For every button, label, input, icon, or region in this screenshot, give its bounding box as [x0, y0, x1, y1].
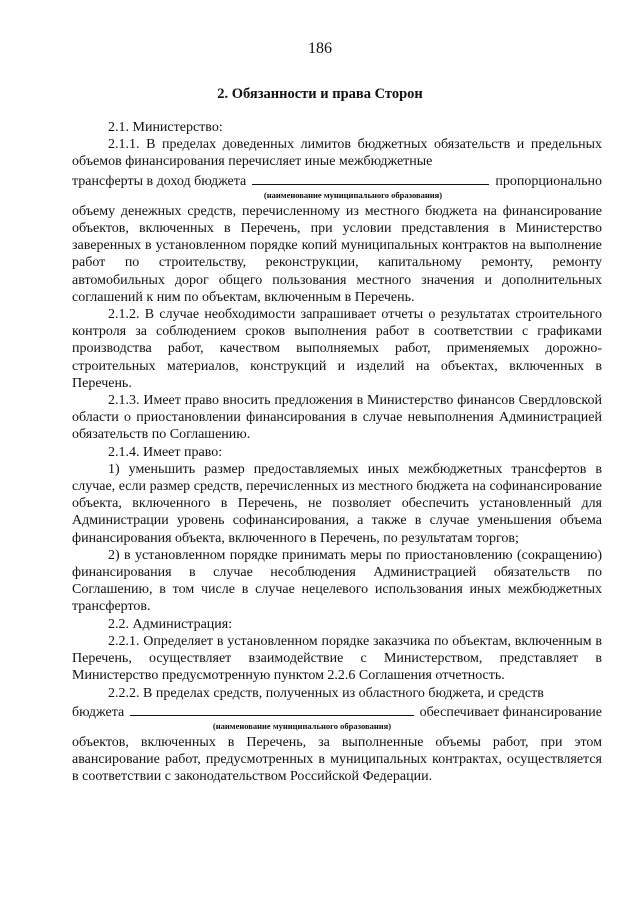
municipal-name-blank-2 — [130, 702, 413, 716]
fill-in-line-2-right: обеспечивает финансирование — [419, 704, 602, 720]
paragraph-2-2-2-end: объектов, включенных в Перечень, за выполненные объемы работ, при этом авансирование работ, предусмотренных в муниципальных контрактах, осуществляется в соответствии с законодательством Российской Федерации. — [72, 734, 602, 785]
paragraph-2-1-1-start: 2.1.1. В пределах доведенных лимитов бюджетных обязательств и предельных объемов финансирования перечисляет иные межбюджетные — [72, 137, 602, 170]
page-number: 186 — [308, 40, 332, 57]
municipal-name-caption-1: (наименование муниципального образования) — [263, 189, 443, 200]
section-heading: 2. Обязанности и права Сторон — [217, 86, 423, 102]
paragraph-2-1-1-end: объему денежных средств, перечисленному из местного бюджета на финансирование объектов, включенных в Перечень, при условии представления в Министерство заверенных в установленном порядке копий муниципальных контрактов на выполнение работ по строительству, реконструкции, капитальному ремонту, ремонту автомобильных дорог общего пользования местного значения и дополнительных соглашений к ним по объектам, включенным в Перечень. — [72, 203, 602, 305]
fill-in-line-2 — [72, 702, 602, 721]
municipal-name-caption-2: (наименование муниципального образования) — [212, 720, 392, 731]
paragraph-2-1: 2.1. Министерство: — [108, 120, 223, 135]
document-body — [72, 119, 602, 786]
paragraph-2-2-1: 2.2.1. Определяет в установленном порядке заказчика по объектам, включенным в Перечень, осуществляет взаимодействие с Министерством, представляет в Министерство предусмотренную пунктом 2.2.6 Соглашения отчетность. — [72, 633, 602, 684]
fill-in-line-1 — [72, 171, 602, 190]
paragraph-2-2-2-start: 2.2.2. В пределах средств, полученных из областного бюджета, и средств — [108, 685, 544, 701]
paragraph-2-1-4: 2.1.4. Имеет право: — [108, 444, 223, 460]
paragraph-2-1-2: 2.1.2. В случае необходимости запрашивает отчеты о результатах строительного контроля за соблюдением сроков выполнения работ в соответствии с графиками производства работ, качеством выполняемых работ, применяемых дорожно-строительных материалов, конструкций и изделий на объектах, включенных в Перечень. — [72, 307, 602, 391]
fill-in-line-2-left: бюджета — [72, 704, 125, 720]
paragraph-2-2: 2.2. Администрация: — [108, 616, 233, 632]
fill-in-line-1-left: трансферты в доход бюджета — [72, 173, 247, 189]
paragraph-2-1-3: 2.1.3. Имеет право вносить предложения в Министерство финансов Свердловской области о приостановлении финансирования в случае невыполнения Администрацией обязательств по Соглашению. — [72, 393, 602, 443]
fill-in-line-1-right: пропорционально — [495, 173, 602, 189]
paragraph-2-1-4-item-1: 1) уменьшить размер предоставляемых иных межбюджетных трансфертов в случае, если размер средств, перечисленных из местного бюджета на софинансирование объекта, включенного в Перечень, не позволяет обеспечить установленный для Администрации уровень софинансирования, а также в случае уменьшения объема финансирования объекта, включенного в Перечень, по результатам торгов; — [72, 461, 602, 546]
paragraph-2-1-4-item-2: 2) в установленном порядке принимать меры по приостановлению (сокращению) финансирования в случае несоблюдения Администрацией обязательств по Соглашению, в том числе в случае нецелевого использования иных межбюджетных трансфертов. — [72, 547, 602, 615]
municipal-name-blank-1 — [252, 171, 489, 185]
